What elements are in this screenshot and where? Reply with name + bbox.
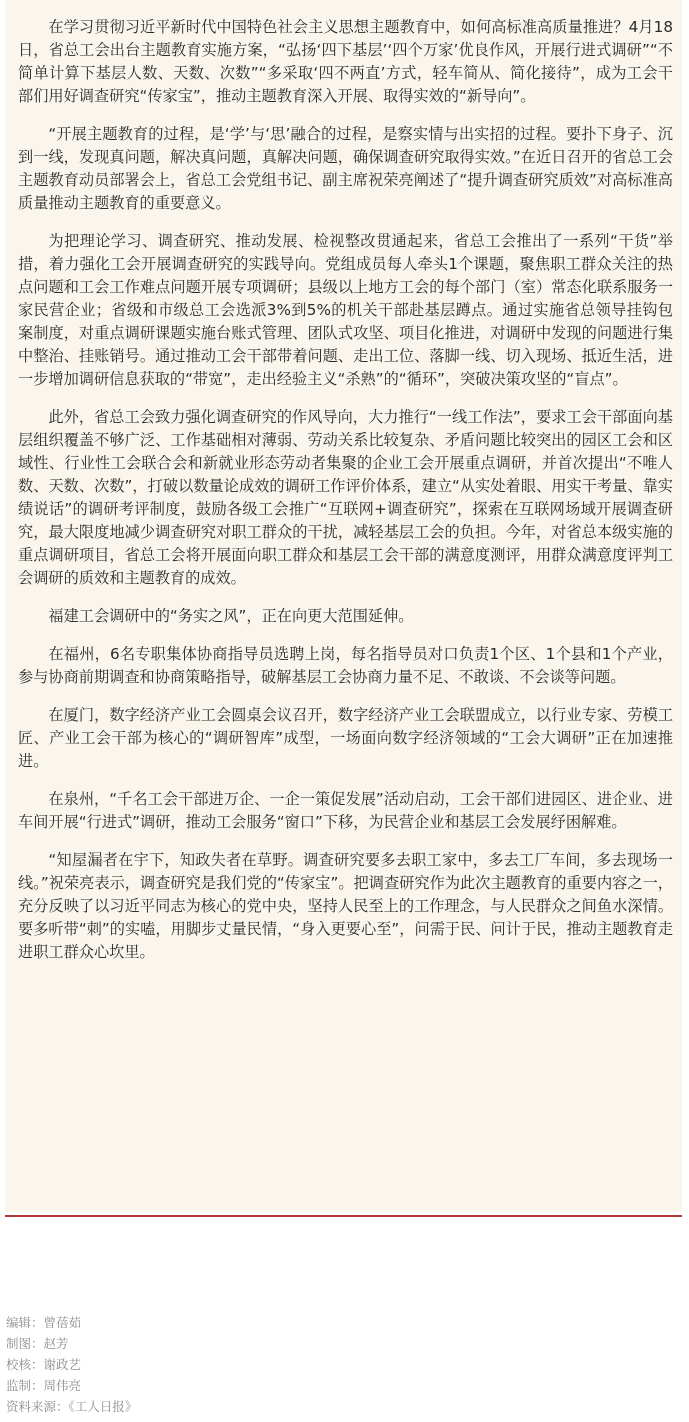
article-body — [5, 0, 682, 1212]
paragraph: 在泉州，“千名工会干部进万企、一企一策促发展”活动启动，工会干部们进园区、进企业、进车间开展“行进式”调研，推动工会服务“窗口”下移，为民营企业和基层工会发展纾困解难。 — [18, 790, 673, 831]
credits-block — [6, 1312, 406, 1417]
credit-proofreader: 校核：谢政艺 — [6, 1357, 82, 1372]
paragraph: 为把理论学习、调查研究、推动发展、检视整改贯通起来，省总工会推出了一系列“干货”举措，着力强化工会开展调查研究的实践导向。党组成员每人牵头1个课题，聚焦职工群众关注的热点问题和工会工作难点问题开展专项调研；县级以上地方工会的每个部门（室）常态化联系服务一家民营企业；省级和市级总工会选派3%到5%的机关干部赴基层蹲点。通过实施省总领导挂钩包案制度，对重点调研课题实施台账式管理、团队式攻坚、项目化推进，对调研中发现的问题进行集中整治、挂账销号。通过推动工会干部带着问题、走出工位、落脚一线、切入现场、抵近生活，进一步增加调研信息获取的“带宽”，走出经验主义“杀熟”的“循环”，突破决策攻坚的“盲点”。 — [18, 232, 673, 388]
credit-source: 资料来源：《工人日报》 — [6, 1399, 138, 1414]
paragraph: 福建工会调研中的“务实之风”，正在向更大范围延伸。 — [48, 607, 414, 625]
paragraph: “知屋漏者在宇下，知政失者在草野。调查研究要多去职工家中，多去工厂车间，多去现场一线。”祝荣亮表示，调查研究是我们党的“传家宝”。把调查研究作为此次主题教育的重要内容之一，充分反映了以习近平同志为核心的党中央，坚持人民至上的工作理念，与人民群众之间鱼水深情。要多听带“刺”的实嗑，用脚步丈量民情，“身入更要心至”，问需于民、问计于民，推动主题教育走进职工群众心坎里。 — [18, 851, 673, 961]
credit-supervisor: 监制：周伟亮 — [6, 1378, 82, 1393]
paragraph: 在福州，6名专职集体协商指导员选聘上岗，每名指导员对口负责1个区、1个县和1个产业，参与协商前期调查和协商策略指导，破解基层工会协商力量不足、不敢谈、不会谈等问题。 — [18, 645, 673, 686]
credit-editor: 编辑：曾蓓茹 — [6, 1315, 82, 1330]
section-divider — [5, 1215, 682, 1217]
paragraph: 在学习贯彻习近平新时代中国特色社会主义思想主题教育中，如何高标准高质量推进？4月18日，省总工会出台主题教育实施方案，“弘扬‘四下基层’‘四个万家’优良作风，开展行进式调研”“不简单计算下基层人数、天数、次数”“多采取‘四不两直’方式，轻车简从、简化接待”，成为工会干部们用好调查研究“传家宝”，推动主题教育深入开展、取得实效的“新导向”。 — [18, 18, 673, 105]
paragraph: 在厦门，数字经济产业工会圆桌会议召开，数字经济产业工会联盟成立，以行业专家、劳模工匠、产业工会干部为核心的“调研智库”成型，一场面向数字经济领域的“工会大调研”正在加速推进。 — [18, 706, 673, 770]
credit-graphics: 制图：赵芳 — [6, 1336, 69, 1351]
paragraph: 此外，省总工会致力强化调查研究的作风导向，大力推行“一线工作法”，要求工会干部面向基层组织覆盖不够广泛、工作基础相对薄弱、劳动关系比较复杂、矛盾问题比较突出的园区工会和区域性、行业性工会联合会和新就业形态劳动者集聚的企业工会开展重点调研，并首次提出“不唯人数、天数、次数”，打破以数量论成效的调研工作评价体系，建立“从实处着眼、用实干考量、靠实绩说话”的调研考评制度，鼓励各级工会推广“互联网+调查研究”，探索在互联网场域开展调查研究，最大限度地减少调查研究对职工群众的干扰，减轻基层工会的负担。今年，对省总本级实施的重点调研项目，省总工会将开展面向职工群众和基层工会干部的满意度测评，用群众满意度评判工会调研的质效和主题教育的成效。 — [18, 408, 673, 587]
paragraph: “开展主题教育的过程，是‘学’与‘思’融合的过程，是察实情与出实招的过程。要扑下身子、沉到一线，发现真问题，解决真问题，真解决问题，确保调查研究取得实效。”在近日召开的省总工会主题教育动员部署会上，省总工会党组书记、副主席祝荣亮阐述了“提升调查研究质效”对高标准高质量推动主题教育的重要意义。 — [18, 125, 673, 212]
